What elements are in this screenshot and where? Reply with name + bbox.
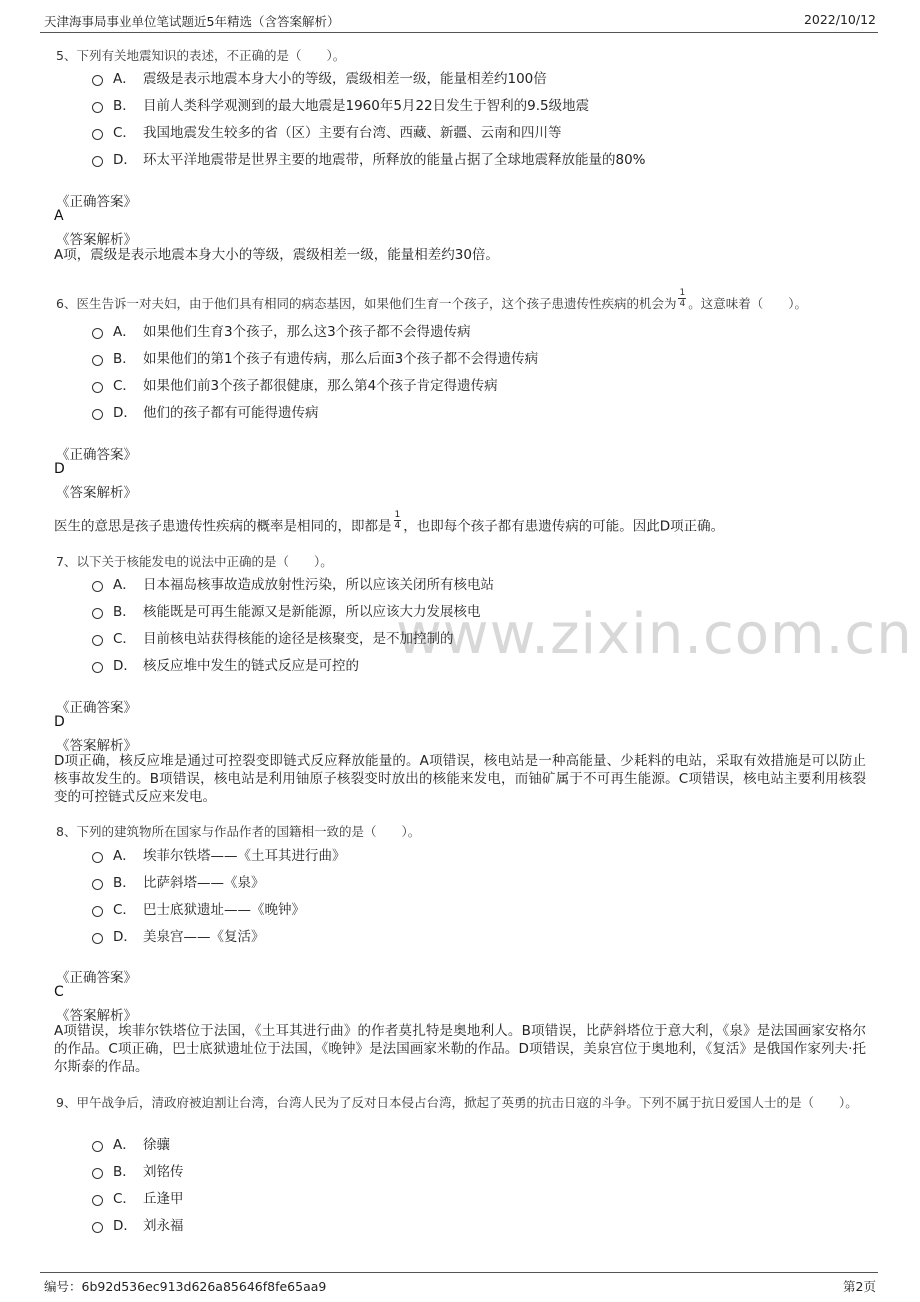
question-9-option-b[interactable]: B． 刘铭传 bbox=[92, 1160, 184, 1180]
question-9-option-d[interactable]: D． 刘永福 bbox=[92, 1214, 184, 1234]
radio-icon[interactable] bbox=[92, 933, 103, 944]
radio-icon[interactable] bbox=[92, 1168, 103, 1179]
analysis-label: 《答案解析》 bbox=[56, 485, 137, 501]
question-9-option-a[interactable]: A． 徐骧 bbox=[92, 1133, 170, 1153]
question-6-answer: D bbox=[54, 461, 65, 477]
question-6-stem: 6、医生告诉一对夫妇，由于他们具有相同的病态基因，如果他们生育一个孩子，这个孩子患遗传性疾病的机会为 $\frac{1}{4}$ 。这意味着（ ）。 bbox=[56, 288, 807, 311]
question-5-stem: 5、下列有关地震知识的表述，不正确的是（ ）。 bbox=[56, 48, 346, 63]
correct-answer-label: 《正确答案》 bbox=[56, 970, 137, 986]
question-6-analysis: 医生的意思是孩子患遗传性疾病的概率是相同的，即都是 $\frac{1}{4}$ ，也即每个孩子都有患遗传病的可能。因此D项正确。 bbox=[54, 510, 725, 535]
radio-icon[interactable] bbox=[92, 75, 103, 86]
question-8-stem: 8、下列的建筑物所在国家与作品作者的国籍相一致的是（ ）。 bbox=[56, 824, 421, 839]
radio-icon[interactable] bbox=[92, 355, 103, 366]
question-7-analysis: D项正确，核反应堆是通过可控裂变即链式反应释放能量的。A项错误，核电站是一种高能量、少耗料的电站，采取有效措施是可以防止核事故发生的。B项错误，核电站是利用铀原子核裂变时放出的核能来发电，而铀矿属于不可再生能源。C项错误，核电站主要利用核裂变的可控链式反应来发电。 bbox=[54, 753, 866, 805]
radio-icon[interactable] bbox=[92, 129, 103, 140]
question-8-option-c[interactable]: C． 巴士底狱遗址——《晚钟》 bbox=[92, 898, 305, 918]
question-6-option-c[interactable]: C． 如果他们前3个孩子都很健康，那么第4个孩子肯定得遗传病 bbox=[92, 374, 498, 394]
radio-icon[interactable] bbox=[92, 1195, 103, 1206]
radio-icon[interactable] bbox=[92, 156, 103, 167]
radio-icon[interactable] bbox=[92, 635, 103, 646]
radio-icon[interactable] bbox=[92, 328, 103, 339]
page-number: 第2页 bbox=[843, 1279, 876, 1294]
analysis-label: 《答案解析》 bbox=[56, 1008, 137, 1024]
document-code: 编号：6b92d536ec913d626a85646f8fe65aa9 bbox=[44, 1279, 327, 1294]
question-6-option-d[interactable]: D． 他们的孩子都有可能得遗传病 bbox=[92, 401, 319, 421]
radio-icon[interactable] bbox=[92, 879, 103, 890]
radio-icon[interactable] bbox=[92, 1222, 103, 1233]
page-header bbox=[40, 8, 878, 33]
document-title: 天津海事局事业单位笔试题近5年精选（含答案解析） bbox=[44, 14, 340, 29]
question-7-option-a[interactable]: A． 日本福岛核事故造成放射性污染，所以应该关闭所有核电站 bbox=[92, 573, 494, 593]
radio-icon[interactable] bbox=[92, 662, 103, 673]
radio-icon[interactable] bbox=[92, 1141, 103, 1152]
question-5-option-c[interactable]: C． 我国地震发生较多的省（区）主要有台湾、西藏、新疆、云南和四川等 bbox=[92, 121, 562, 141]
question-7-option-d[interactable]: D． 核反应堆中发生的链式反应是可控的 bbox=[92, 654, 359, 674]
radio-icon[interactable] bbox=[92, 409, 103, 420]
analysis-label: 《答案解析》 bbox=[56, 232, 137, 248]
question-6-option-b[interactable]: B． 如果他们的第1个孩子有遗传病，那么后面3个孩子都不会得遗传病 bbox=[92, 347, 538, 367]
question-8-option-d[interactable]: D． 美泉宫——《复活》 bbox=[92, 925, 265, 945]
question-8-option-b[interactable]: B． 比萨斜塔——《泉》 bbox=[92, 871, 265, 891]
question-5-option-b[interactable]: B． 目前人类科学观测到的最大地震是1960年5月22日发生于智利的9.5级地震 bbox=[92, 94, 589, 114]
question-7-option-b[interactable]: B． 核能既是可再生能源又是新能源，所以应该大力发展核电 bbox=[92, 600, 481, 620]
document-date: 2022/10/12 bbox=[803, 12, 876, 27]
fraction-one-quarter: $\frac{1}{4}$ bbox=[679, 288, 686, 309]
question-9-option-c[interactable]: C． 丘逢甲 bbox=[92, 1187, 184, 1207]
radio-icon[interactable] bbox=[92, 382, 103, 393]
question-8-answer: C bbox=[54, 984, 64, 1000]
question-6-option-a[interactable]: A． 如果他们生育3个孩子，那么这3个孩子都不会得遗传病 bbox=[92, 320, 471, 340]
question-8-option-a[interactable]: A． 埃菲尔铁塔——《土耳其进行曲》 bbox=[92, 844, 346, 864]
correct-answer-label: 《正确答案》 bbox=[56, 194, 137, 210]
question-7-stem: 7、以下关于核能发电的说法中正确的是（ ）。 bbox=[56, 554, 333, 569]
page-footer bbox=[40, 1272, 878, 1299]
question-9-stem: 9、甲午战争后，清政府被迫割让台湾，台湾人民为了反对日本侵占台湾，掀起了英勇的抗击日寇的斗争。下列不属于抗日爱国人士的是（ ）。 bbox=[56, 1095, 858, 1110]
question-7-answer: D bbox=[54, 714, 65, 730]
question-5-option-d[interactable]: D． 环太平洋地震带是世界主要的地震带，所释放的能量占据了全球地震释放能量的80% bbox=[92, 148, 646, 168]
radio-icon[interactable] bbox=[92, 852, 103, 863]
fraction-one-quarter: $\frac{1}{4}$ bbox=[394, 510, 401, 531]
radio-icon[interactable] bbox=[92, 102, 103, 113]
correct-answer-label: 《正确答案》 bbox=[56, 700, 137, 716]
question-5-answer: A bbox=[54, 208, 64, 224]
question-8-analysis: A项错误，埃菲尔铁塔位于法国，《土耳其进行曲》的作者莫扎特是奥地利人。B项错误，比萨斜塔位于意大利，《泉》是法国画家安格尔的作品。C项正确，巴士底狱遗址位于法国，《晚钟》是法国画家米勒的作品。D项错误，美泉宫位于奥地利，《复活》是俄国作家列夫·托尔斯泰的作品。 bbox=[54, 1023, 866, 1075]
radio-icon[interactable] bbox=[92, 581, 103, 592]
analysis-label: 《答案解析》 bbox=[56, 738, 137, 754]
correct-answer-label: 《正确答案》 bbox=[56, 447, 137, 463]
question-5-option-a[interactable]: A． 震级是表示地震本身大小的等级，震级相差一级，能量相差约100倍 bbox=[92, 67, 547, 87]
watermark: www.zixin.com.cn bbox=[396, 602, 913, 667]
question-5-analysis: A项，震级是表示地震本身大小的等级，震级相差一级，能量相差约30倍。 bbox=[54, 247, 499, 263]
question-7-option-c[interactable]: C． 目前核电站获得核能的途径是核聚变，是不加控制的 bbox=[92, 627, 454, 647]
radio-icon[interactable] bbox=[92, 906, 103, 917]
radio-icon[interactable] bbox=[92, 608, 103, 619]
